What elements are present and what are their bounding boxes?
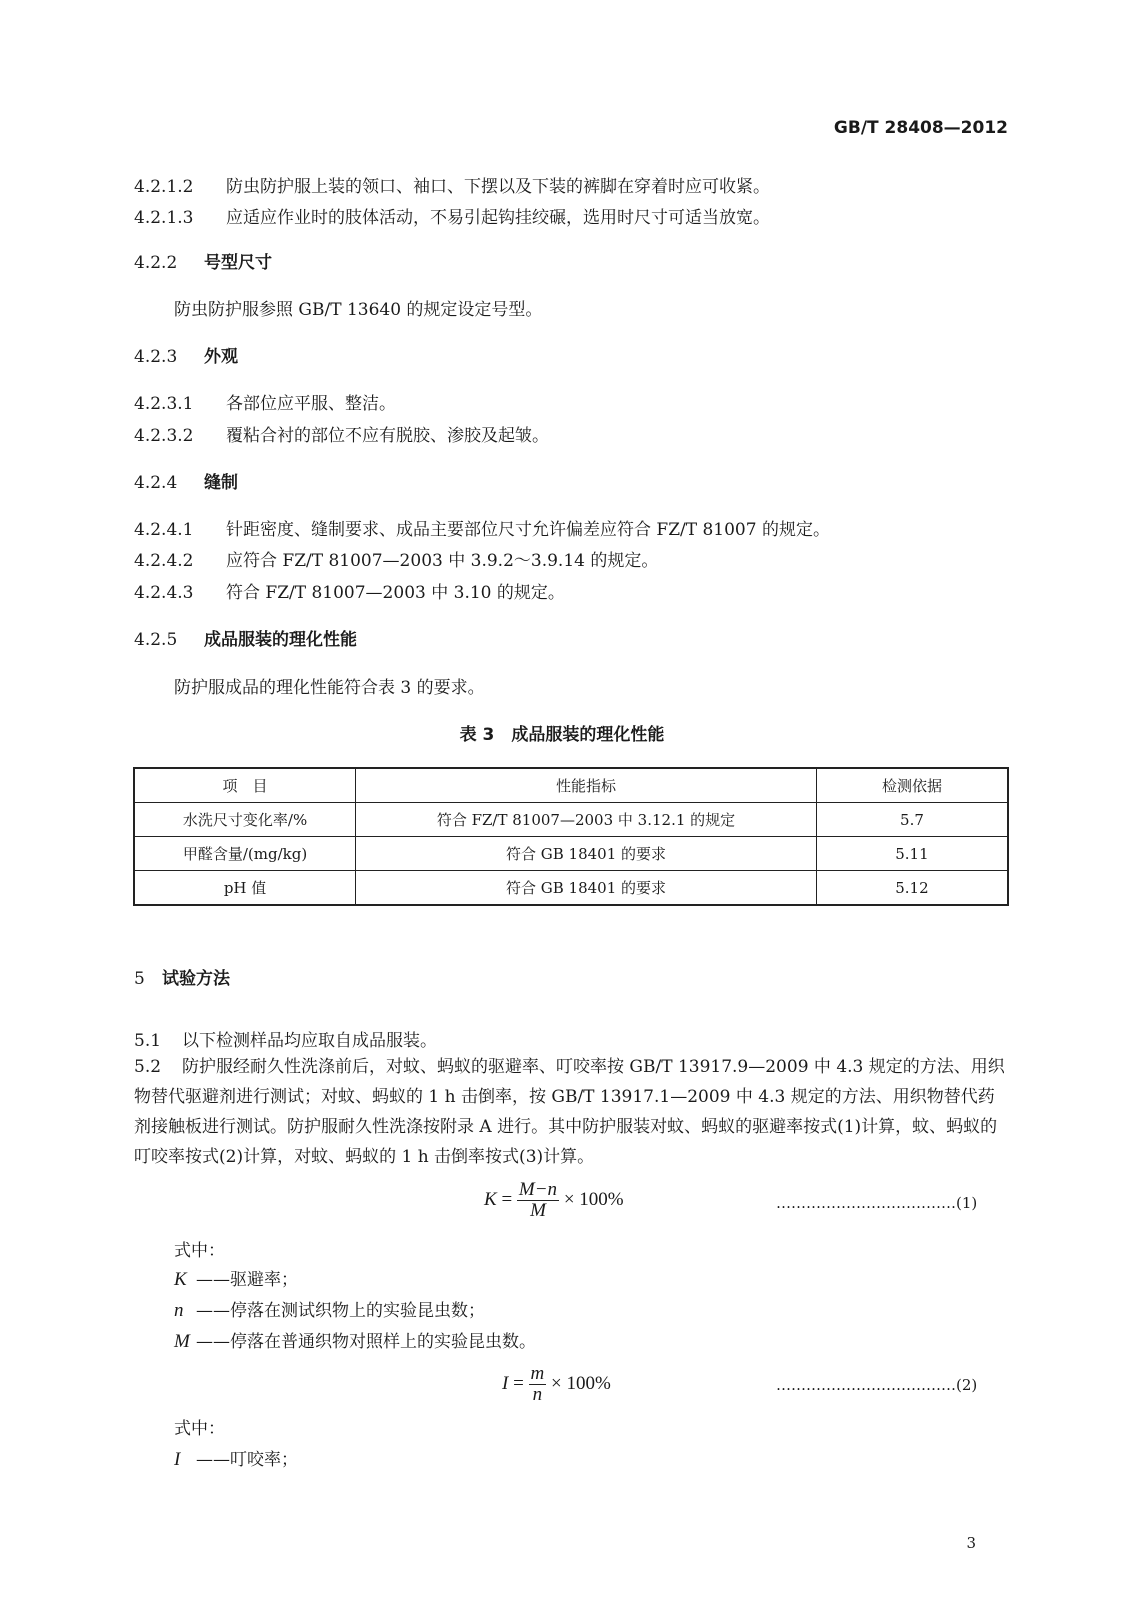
section-number: 4.2.3 (134, 347, 178, 367)
table-cell: 符合 FZ/T 81007—2003 中 3.12.1 的规定 (356, 803, 817, 837)
clause-5-1 (134, 1026, 437, 1051)
section-4-2-5 (134, 625, 357, 650)
document-header: GB/T 28408—2012 (833, 118, 1008, 138)
section-number: 4.2.5 (134, 630, 178, 650)
table-cell: 5.12 (816, 871, 1008, 906)
clause-4-2-1-2 (134, 172, 770, 197)
clause-number: 5.2 (134, 1057, 162, 1077)
clause-number: 4.2.4.1 (134, 520, 194, 540)
section-number: 4.2.2 (134, 253, 178, 273)
clause-number: 4.2.4.2 (134, 551, 194, 571)
formula-multiplier: × 100% (563, 1188, 624, 1210)
table-cell: 甲醛含量/(mg/kg) (134, 837, 356, 871)
clause-text: 各部位应平服、整洁。 (226, 394, 396, 414)
table-row (134, 871, 1008, 906)
formula-multiplier: × 100% (551, 1372, 611, 1394)
section-title: 号型尺寸 (204, 253, 272, 273)
section-title: 外观 (204, 347, 238, 367)
table-caption: 表 3 成品服装的理化性能 (459, 725, 665, 745)
where-var-k (174, 1265, 298, 1291)
formula-eq: = (501, 1188, 513, 1210)
clause-number: 4.2.4.3 (134, 583, 194, 603)
section-number: 4.2.4 (134, 473, 178, 493)
formula-denominator: M (530, 1200, 546, 1221)
section-title: 缝制 (204, 473, 238, 493)
table-header-row (134, 768, 1008, 803)
table-cell: 5.11 (816, 837, 1008, 871)
clause-4-2-4-3 (134, 578, 565, 603)
where-var-n (174, 1296, 485, 1322)
formula-lhs: I (502, 1372, 509, 1394)
var-desc: ——叮咬率； (196, 1450, 298, 1470)
clause-number: 5.1 (134, 1031, 162, 1051)
formula-2 (502, 1364, 611, 1405)
clause-text: 符合 FZ/T 81007—2003 中 3.10 的规定。 (226, 583, 565, 603)
header-test-basis: 检测依据 (816, 768, 1008, 803)
formula-denominator: n (532, 1384, 543, 1405)
formula-fraction (529, 1364, 547, 1405)
clause-4-2-4-1 (134, 515, 830, 540)
formula-numerator: m (530, 1363, 545, 1384)
table-cell: 5.7 (816, 803, 1008, 837)
clause-4-2-4-2 (134, 546, 658, 571)
var-symbol: K (174, 1269, 187, 1290)
var-desc: ——驱避率； (196, 1270, 298, 1290)
clause-text: 以下检测样品均应取自成品服装。 (182, 1031, 437, 1051)
where-label-2: 式中： (174, 1419, 225, 1439)
clause-text: 覆粘合衬的部位不应有脱胶、渗胶及起皱。 (226, 426, 549, 446)
clause-4-2-1-3 (134, 203, 770, 228)
table-cell: pH 值 (134, 871, 356, 906)
clause-number: 4.2.3.1 (134, 394, 194, 414)
header-indicator: 性能指标 (356, 768, 817, 803)
table-cell: 水洗尺寸变化率/% (134, 803, 356, 837)
section-title: 试验方法 (162, 969, 230, 989)
section-4-2-5-text: 防护服成品的理化性能符合表 3 的要求。 (174, 678, 485, 698)
section-4-2-2 (134, 248, 272, 273)
header-item: 项 目 (134, 768, 356, 803)
clause-text: 应符合 FZ/T 81007—2003 中 3.9.2～3.9.14 的规定。 (226, 551, 659, 571)
table-cell: 符合 GB 18401 的要求 (356, 871, 817, 906)
where-var-i (174, 1445, 298, 1471)
section-title: 成品服装的理化性能 (204, 630, 357, 650)
formula-2-tag: ………………………………(2) (776, 1376, 978, 1394)
formula-fraction (517, 1180, 559, 1221)
section-4-2-2-text: 防虫防护服参照 GB/T 13640 的规定设定号型。 (174, 300, 543, 320)
where-var-m (174, 1327, 536, 1353)
formula-eq: = (513, 1372, 524, 1394)
section-4-2-4 (134, 468, 238, 493)
var-desc: ——停落在普通织物对照样上的实验昆虫数。 (196, 1332, 536, 1352)
var-symbol: n (174, 1300, 184, 1321)
clause-5-2 (134, 1052, 1008, 1172)
clause-text: 针距密度、缝制要求、成品主要部位尺寸允许偏差应符合 FZ/T 81007 的规定。 (226, 520, 830, 540)
where-label-1: 式中： (174, 1241, 225, 1261)
clause-4-2-3-2 (134, 421, 549, 446)
clause-text: 防虫防护服上装的领口、袖口、下摆以及下装的裤脚在穿着时应可收紧。 (226, 177, 770, 197)
formula-numerator: M−n (518, 1179, 558, 1200)
var-desc: ——停落在测试织物上的实验昆虫数； (196, 1301, 485, 1321)
clause-4-2-3-1 (134, 389, 396, 414)
page-number: 3 (966, 1534, 976, 1552)
var-symbol: M (174, 1331, 190, 1352)
properties-table (133, 767, 1009, 906)
table-cell: 符合 GB 18401 的要求 (356, 837, 817, 871)
section-5 (134, 964, 230, 989)
var-symbol: I (174, 1449, 181, 1470)
formula-1-tag: ………………………………(1) (776, 1194, 978, 1212)
formula-1 (484, 1180, 624, 1221)
clause-text: 应适应作业时的肢体活动，不易引起钩挂绞碾，选用时尺寸可适当放宽。 (226, 208, 770, 228)
clause-number: 4.2.3.2 (134, 426, 194, 446)
clause-number: 4.2.1.3 (134, 208, 194, 228)
clause-number: 4.2.1.2 (134, 177, 194, 197)
clause-text: 防护服经耐久性洗涤前后，对蚊、蚂蚁的驱避率、叮咬率按 GB/T 13917.9—2009 中 4.3 规定的方法、用织物替代驱避剂进行测试；对蚊、蚂蚁的 1 h 击倒率，按 GB/T 13917.1—2009 中 4.3 规定的方法、用织物替代药剂接触板进行测试。防护服耐久性洗涤按附录 A 进行。其中防护服装对蚊、蚂蚁的驱避率按式(1)计算，蚊、蚂蚁的叮咬率按式(2)计算，对蚊、蚂蚁的 1 h 击倒率按式(3)计算。 (134, 1057, 1005, 1167)
section-number: 5 (134, 969, 145, 989)
table-row (134, 837, 1008, 871)
table-row (134, 803, 1008, 837)
formula-lhs: K (484, 1188, 497, 1210)
section-4-2-3 (134, 342, 238, 367)
